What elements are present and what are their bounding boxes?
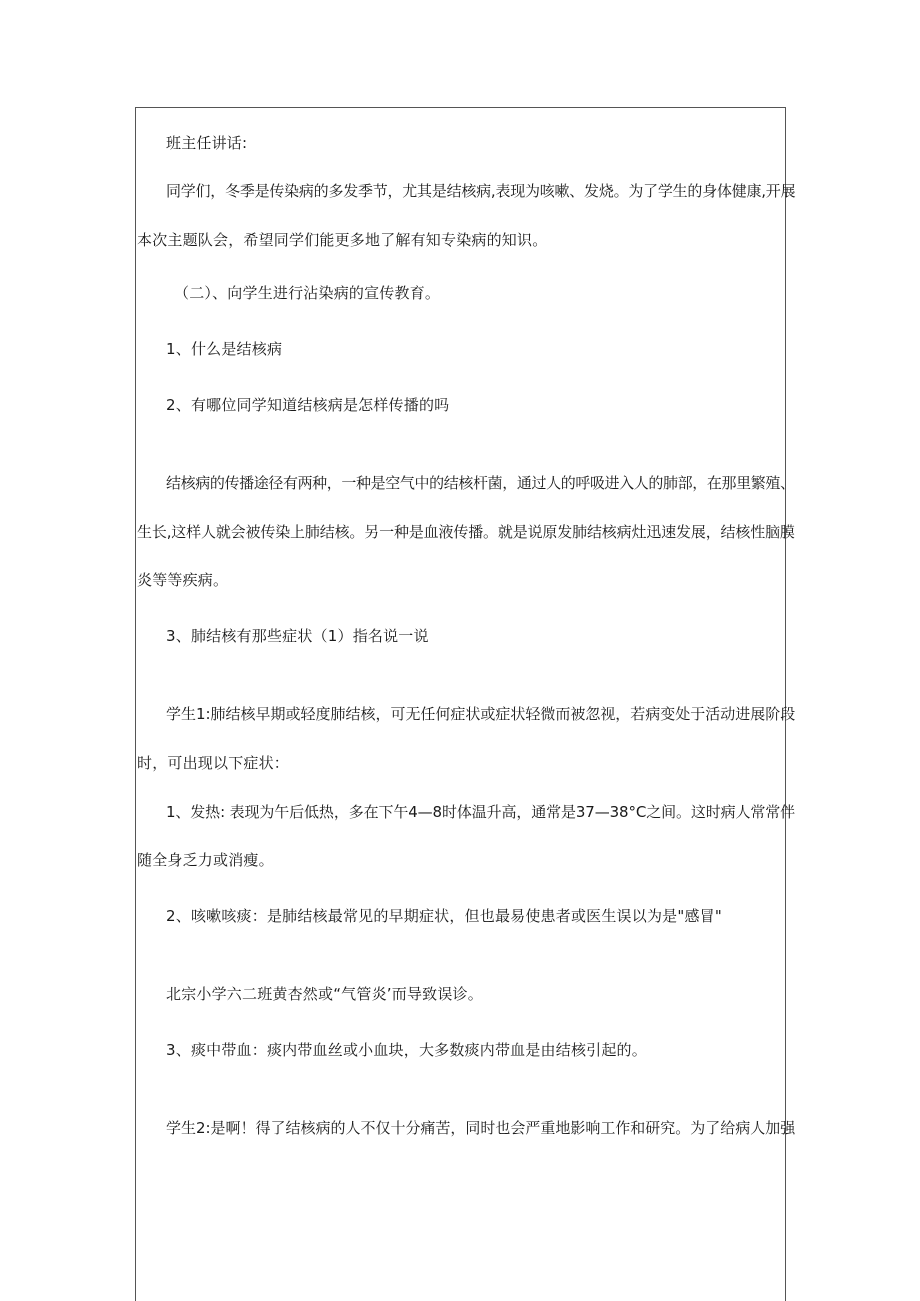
list-item: 3、肺结核有那些症状（1）指名说一说 <box>166 627 429 645</box>
paragraph-line: 本次主题队会，希望同学们能更多地了解有知专染病的知识。 <box>137 231 548 249</box>
list-item: 2、有哪位同学知道结核病是怎样传播的吗 <box>166 396 450 414</box>
paragraph-line: 北宗小学六二班黄杏然或“气管炎’而导致误诊。 <box>166 985 483 1003</box>
paragraph-line: 1、发热: 表现为午后低热，多在下午4—8时体温升高，通常是37—38°C之间。这时病人常常伴 <box>166 803 796 821</box>
paragraph-line: 随全身乏力或消瘦。 <box>137 851 274 869</box>
paragraph-line: 2、咳嗽咳痰：是肺结核最常见的早期症状，但也最易使患者或医生误以为是"感冒" <box>166 907 722 925</box>
paragraph-line: 生长,这样人就会被传染上肺结核。另一种是血液传播。就是说原发肺结核病灶迅速发展，结核性脑膜 <box>137 523 795 541</box>
paragraph-line: 3、痰中带血：痰内带血丝或小血块，大多数痰内带血是由结核引起的。 <box>166 1041 647 1059</box>
paragraph-line: 时，可出现以下症状： <box>137 754 290 772</box>
teacher-speech-heading: 班主任讲话: <box>166 134 248 152</box>
paragraph-line: 学生1:肺结核早期或轻度肺结核，可无任何症状或症状轻微而被忽视，若病变处于活动进展阶段 <box>166 705 796 723</box>
paragraph-line: 同学们，冬季是传染病的多发季节，尤其是结核病,表现为咳嗽、发烧。为了学生的身体健康,开展 <box>166 182 796 200</box>
paragraph-line: 炎等等疾病。 <box>137 571 229 589</box>
list-item: 1、什么是结核病 <box>166 340 283 358</box>
section-heading: （二）、向学生进行沾染病的宣传教育。 <box>174 284 441 302</box>
paragraph-line: 结核病的传播途径有两种，一种是空气中的结核杆菌，通过人的呼吸进入人的肺部，在那里繁殖、 <box>166 474 795 492</box>
paragraph-line: 学生2:是啊！得了结核病的人不仅十分痛苦，同时也会严重地影响工作和研究。为了给病人加强 <box>166 1119 796 1137</box>
